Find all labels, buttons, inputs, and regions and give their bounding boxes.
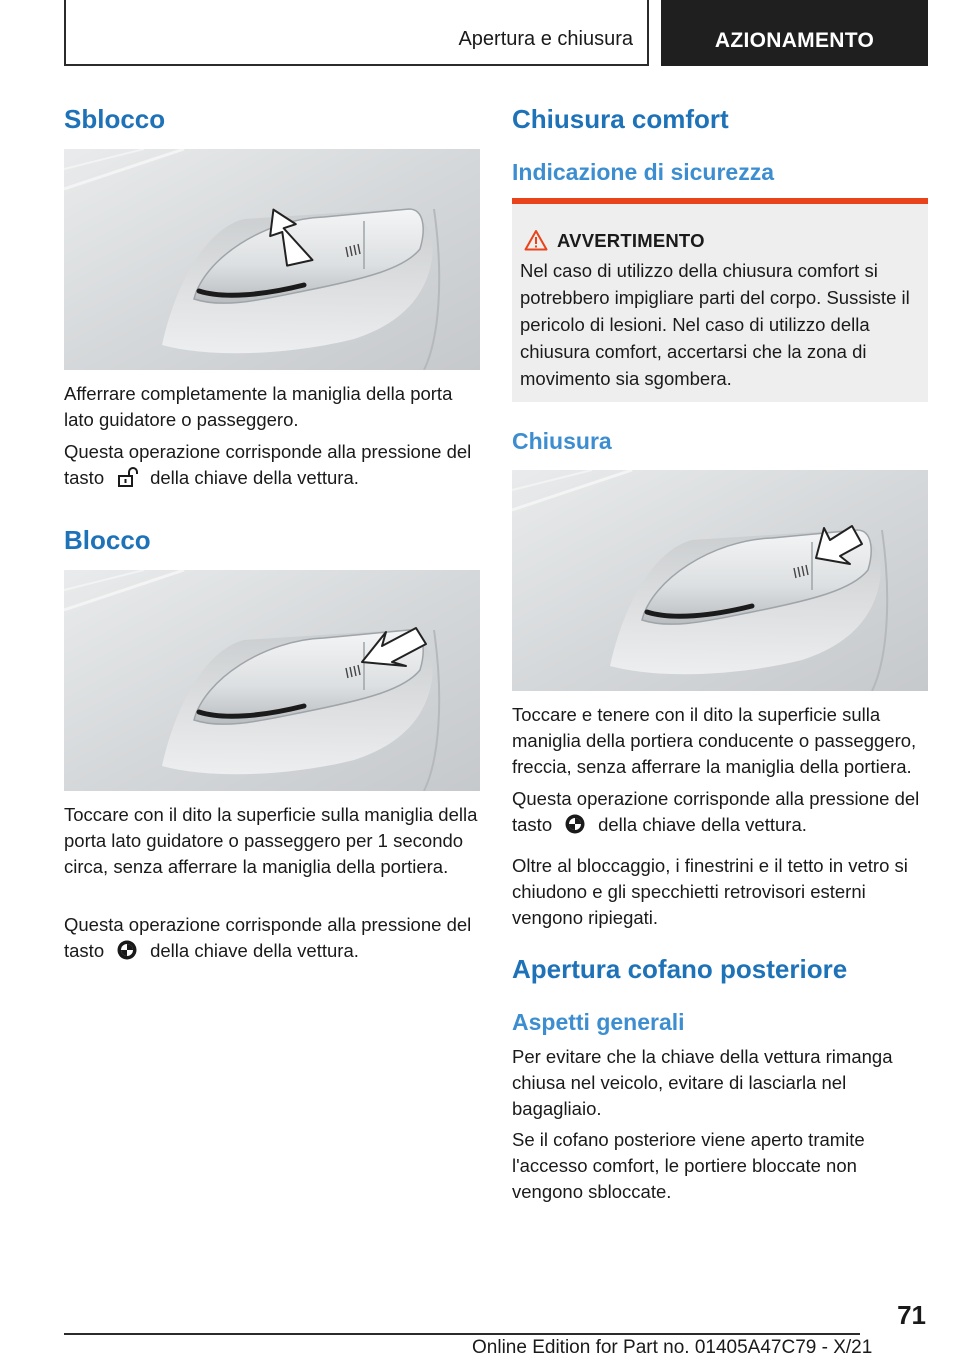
unlock-key-icon — [116, 466, 138, 495]
lock-key-icon — [116, 939, 138, 968]
warning-triangle-icon — [524, 229, 548, 256]
blocco-p2-before: Questa operazione corrisponde alla pressione del tasto — [64, 914, 472, 961]
footer-divider — [64, 1333, 860, 1335]
sblocco-paragraph-2 — [64, 439, 480, 495]
cofano-paragraph-2: Se il cofano posteriore viene aperto tramite l'accesso comfort, le portiere bloccate non vengono sbloccate. — [512, 1129, 865, 1202]
blocco-paragraph-1: Toccare con il dito la superficie sulla maniglia della porta lato guidatore o passeggero per 1 secondo circa, senza afferrare la maniglia della portiera. — [64, 804, 478, 877]
header-section-tab — [64, 0, 649, 66]
chiusura-p2-after: della chiave della vettura. — [598, 814, 807, 835]
page-number: 71 — [897, 1300, 926, 1330]
footer-edition: Online Edition for Part no. 01405A47C79 - X/21 — [472, 1337, 873, 1358]
sblocco-p2-after: della chiave della vettura. — [150, 467, 359, 488]
warning-box — [512, 198, 928, 402]
lock-key-icon — [564, 813, 586, 842]
page-header — [64, 0, 928, 66]
sblocco-illustration — [64, 149, 480, 370]
warning-text: Nel caso di utilizzo della chiusura comfort si potrebbero impigliare parti del corpo. Sussiste il pericolo di lesioni. Nel caso di utilizzo della chiusura comfort, accertarsi che la zona di movimento sia sgombera. — [520, 260, 910, 389]
aspetti-generali-heading: Aspetti generali — [512, 1009, 685, 1035]
header-section-title: Apertura e chiusura — [458, 28, 633, 50]
sblocco-p2-before: Questa operazione corrisponde alla pressione del tasto — [64, 441, 472, 488]
header-chapter-title: AZIONAMENTO — [714, 29, 875, 52]
sblocco-paragraph-1: Afferrare completamente la maniglia della porta lato guidatore o passeggero. — [64, 383, 453, 430]
blocco-illustration — [64, 570, 480, 791]
chiusura-paragraph-3: Oltre al bloccaggio, i finestrini e il tetto in vetro si chiudono e gli specchietti retrovisori esterni vengono ripiegati. — [512, 855, 908, 928]
cofano-heading: Apertura cofano posteriore — [512, 954, 848, 984]
chiusura-paragraph-1: Toccare e tenere con il dito la superficie sulla maniglia della portiera conducente o passeggero, freccia, senza afferrare la maniglia della portiera. — [512, 704, 917, 777]
sblocco-heading: Sblocco — [64, 104, 166, 134]
chiusura-paragraph-2 — [512, 786, 928, 842]
safety-heading: Indicazione di sicurezza — [512, 159, 775, 185]
chiusura-comfort-heading: Chiusura comfort — [512, 104, 729, 134]
blocco-paragraph-2 — [64, 912, 480, 968]
cofano-paragraph-1: Per evitare che la chiave della vettura rimanga chiusa nel veicolo, evitare di lasciarla nel bagagliaio. — [512, 1046, 893, 1119]
blocco-p2-after: della chiave della vettura. — [150, 940, 359, 961]
warning-title: AVVERTIMENTO — [557, 230, 705, 251]
header-chapter-tab — [661, 0, 928, 66]
chiusura-illustration — [512, 470, 928, 691]
chiusura-heading: Chiusura — [512, 428, 612, 454]
chiusura-p2-before: Questa operazione corrisponde alla pressione del tasto — [512, 788, 920, 835]
blocco-heading: Blocco — [64, 525, 151, 555]
